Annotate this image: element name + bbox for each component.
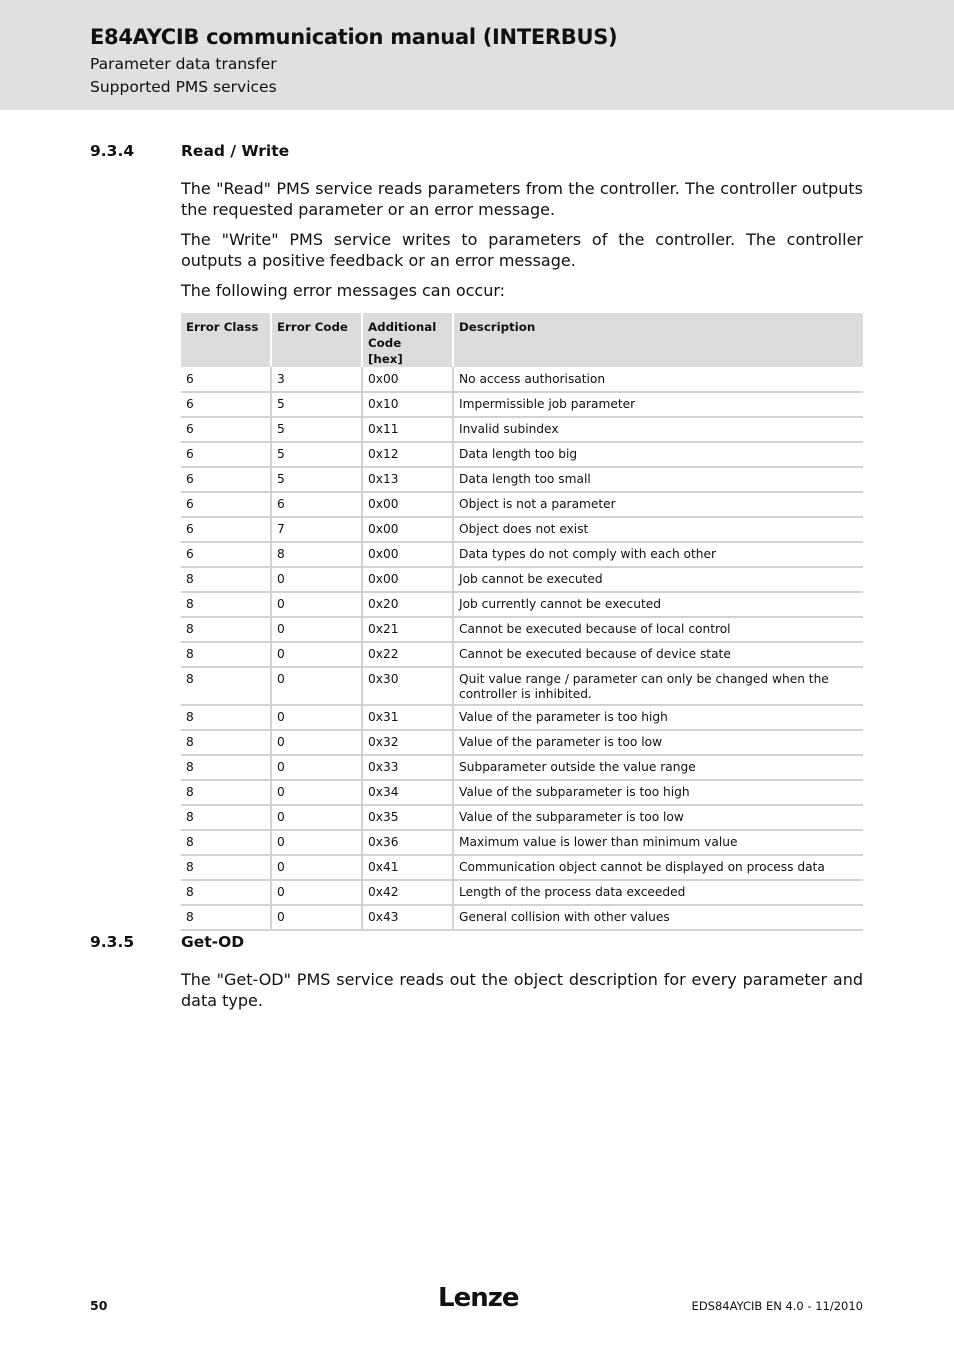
error-class-cell: 6 xyxy=(181,393,272,418)
error-code-cell: 0 xyxy=(272,668,363,706)
description-cell: Invalid subindex xyxy=(454,418,863,443)
additional-code-cell: 0x00 xyxy=(363,367,454,393)
breadcrumb-chapter: Parameter data transfer xyxy=(90,55,277,73)
error-class-cell: 8 xyxy=(181,756,272,781)
table-row xyxy=(181,756,863,781)
description-cell: Value of the subparameter is too low xyxy=(454,806,863,831)
error-class-cell: 8 xyxy=(181,906,272,931)
error-class-cell: 8 xyxy=(181,856,272,881)
error-class-cell: 8 xyxy=(181,881,272,906)
table-row xyxy=(181,518,863,543)
error-code-cell: 0 xyxy=(272,806,363,831)
header-description: Description xyxy=(454,313,863,367)
table-row xyxy=(181,418,863,443)
error-class-cell: 8 xyxy=(181,618,272,643)
breadcrumb-section: Supported PMS services xyxy=(90,78,277,96)
additional-code-cell: 0x31 xyxy=(363,706,454,731)
error-class-cell: 6 xyxy=(181,443,272,468)
header-error-class: Error Class xyxy=(181,313,272,367)
additional-code-cell: 0x00 xyxy=(363,568,454,593)
table-row xyxy=(181,731,863,756)
paragraph-error-intro: The following error messages can occur: xyxy=(181,281,506,300)
description-cell: No access authorisation xyxy=(454,367,863,393)
additional-code-cell: 0x42 xyxy=(363,881,454,906)
description-cell: Data length too big xyxy=(454,443,863,468)
description-cell: Maximum value is lower than minimum value xyxy=(454,831,863,856)
table-row xyxy=(181,706,863,731)
error-code-cell: 0 xyxy=(272,831,363,856)
error-class-cell: 8 xyxy=(181,706,272,731)
header-additional-code-text: Additional Code [hex] xyxy=(368,320,437,366)
error-code-cell: 0 xyxy=(272,756,363,781)
error-class-cell: 6 xyxy=(181,518,272,543)
error-code-cell: 0 xyxy=(272,706,363,731)
document-title: E84AYCIB communication manual (INTERBUS) xyxy=(90,25,618,49)
description-cell: Object does not exist xyxy=(454,518,863,543)
paragraph-write: The "Write" PMS service writes to parameters of the controller. The controller outputs a positive feedback or an error message. xyxy=(181,230,863,270)
error-code-cell: 5 xyxy=(272,468,363,493)
error-code-cell: 0 xyxy=(272,906,363,931)
additional-code-cell: 0x00 xyxy=(363,493,454,518)
description-cell: Data length too small xyxy=(454,468,863,493)
additional-code-cell: 0x36 xyxy=(363,831,454,856)
error-class-cell: 8 xyxy=(181,593,272,618)
table-row xyxy=(181,806,863,831)
section-title-read-write: Read / Write xyxy=(181,142,290,160)
additional-code-cell: 0x20 xyxy=(363,593,454,618)
table-row xyxy=(181,493,863,518)
table-row xyxy=(181,906,863,931)
description-cell: Job cannot be executed xyxy=(454,568,863,593)
description-cell: Subparameter outside the value range xyxy=(454,756,863,781)
error-class-cell: 8 xyxy=(181,668,272,706)
table-row xyxy=(181,543,863,568)
page-header xyxy=(0,0,954,110)
error-class-cell: 6 xyxy=(181,367,272,393)
table-row xyxy=(181,468,863,493)
error-code-cell: 0 xyxy=(272,781,363,806)
error-class-cell: 6 xyxy=(181,493,272,518)
section-number-934: 9.3.4 xyxy=(90,142,135,160)
description-cell: Cannot be executed because of local control xyxy=(454,618,863,643)
error-code-cell: 3 xyxy=(272,367,363,393)
additional-code-cell: 0x30 xyxy=(363,668,454,706)
additional-code-cell: 0x12 xyxy=(363,443,454,468)
error-code-cell: 0 xyxy=(272,568,363,593)
additional-code-cell: 0x11 xyxy=(363,418,454,443)
table-row xyxy=(181,881,863,906)
error-code-cell: 0 xyxy=(272,593,363,618)
table-row xyxy=(181,668,863,706)
error-code-cell: 0 xyxy=(272,881,363,906)
error-class-cell: 8 xyxy=(181,568,272,593)
error-class-cell: 8 xyxy=(181,806,272,831)
table-row xyxy=(181,568,863,593)
table-row xyxy=(181,831,863,856)
error-class-cell: 8 xyxy=(181,643,272,668)
paragraph-read: The "Read" PMS service reads parameters from the controller. The controller outputs the requested parameter or an error message. xyxy=(181,179,863,219)
document-reference: EDS84AYCIB EN 4.0 - 11/2010 xyxy=(691,1299,863,1313)
error-code-cell: 7 xyxy=(272,518,363,543)
error-class-cell: 6 xyxy=(181,418,272,443)
error-code-cell: 6 xyxy=(272,493,363,518)
table-header-row xyxy=(181,313,863,367)
table-row xyxy=(181,393,863,418)
section-number-935: 9.3.5 xyxy=(90,933,135,951)
description-cell: Impermissible job parameter xyxy=(454,393,863,418)
table-row xyxy=(181,856,863,881)
additional-code-cell: 0x00 xyxy=(363,543,454,568)
error-code-cell: 0 xyxy=(272,643,363,668)
description-cell: Data types do not comply with each other xyxy=(454,543,863,568)
description-cell: General collision with other values xyxy=(454,906,863,931)
paragraph-get-od: The "Get-OD" PMS service reads out the object description for every parameter and data type. xyxy=(181,970,863,1010)
header-error-code: Error Code xyxy=(272,313,363,367)
section-title-get-od: Get-OD xyxy=(181,933,245,951)
error-class-cell: 6 xyxy=(181,543,272,568)
additional-code-cell: 0x21 xyxy=(363,618,454,643)
table-row xyxy=(181,443,863,468)
description-cell: Value of the parameter is too high xyxy=(454,706,863,731)
description-cell: Length of the process data exceeded xyxy=(454,881,863,906)
description-cell: Cannot be executed because of device state xyxy=(454,643,863,668)
error-code-cell: 0 xyxy=(272,731,363,756)
error-code-cell: 5 xyxy=(272,443,363,468)
additional-code-cell: 0x32 xyxy=(363,731,454,756)
table-row xyxy=(181,367,863,393)
additional-code-cell: 0x22 xyxy=(363,643,454,668)
table-row xyxy=(181,618,863,643)
description-cell: Value of the subparameter is too high xyxy=(454,781,863,806)
description-cell: Value of the parameter is too low xyxy=(454,731,863,756)
additional-code-cell: 0x13 xyxy=(363,468,454,493)
error-class-cell: 8 xyxy=(181,731,272,756)
table-row xyxy=(181,781,863,806)
table-row xyxy=(181,593,863,618)
additional-code-cell: 0x41 xyxy=(363,856,454,881)
description-cell: Job currently cannot be executed xyxy=(454,593,863,618)
page-number: 50 xyxy=(90,1298,108,1313)
error-code-cell: 0 xyxy=(272,856,363,881)
additional-code-cell: 0x10 xyxy=(363,393,454,418)
error-class-cell: 8 xyxy=(181,781,272,806)
error-messages-table xyxy=(181,313,863,931)
error-class-cell: 8 xyxy=(181,831,272,856)
description-cell: Quit value range / parameter can only be changed when the controller is inhibited. xyxy=(454,668,863,706)
additional-code-cell: 0x33 xyxy=(363,756,454,781)
header-additional-code xyxy=(363,313,454,367)
error-code-cell: 8 xyxy=(272,543,363,568)
additional-code-cell: 0x00 xyxy=(363,518,454,543)
error-code-cell: 5 xyxy=(272,393,363,418)
additional-code-cell: 0x43 xyxy=(363,906,454,931)
table-row xyxy=(181,643,863,668)
additional-code-cell: 0x35 xyxy=(363,806,454,831)
error-class-cell: 6 xyxy=(181,468,272,493)
error-code-cell: 5 xyxy=(272,418,363,443)
additional-code-cell: 0x34 xyxy=(363,781,454,806)
description-cell: Object is not a parameter xyxy=(454,493,863,518)
lenze-logo: Lenze xyxy=(438,1283,519,1313)
error-code-cell: 0 xyxy=(272,618,363,643)
description-cell: Communication object cannot be displayed on process data xyxy=(454,856,863,881)
